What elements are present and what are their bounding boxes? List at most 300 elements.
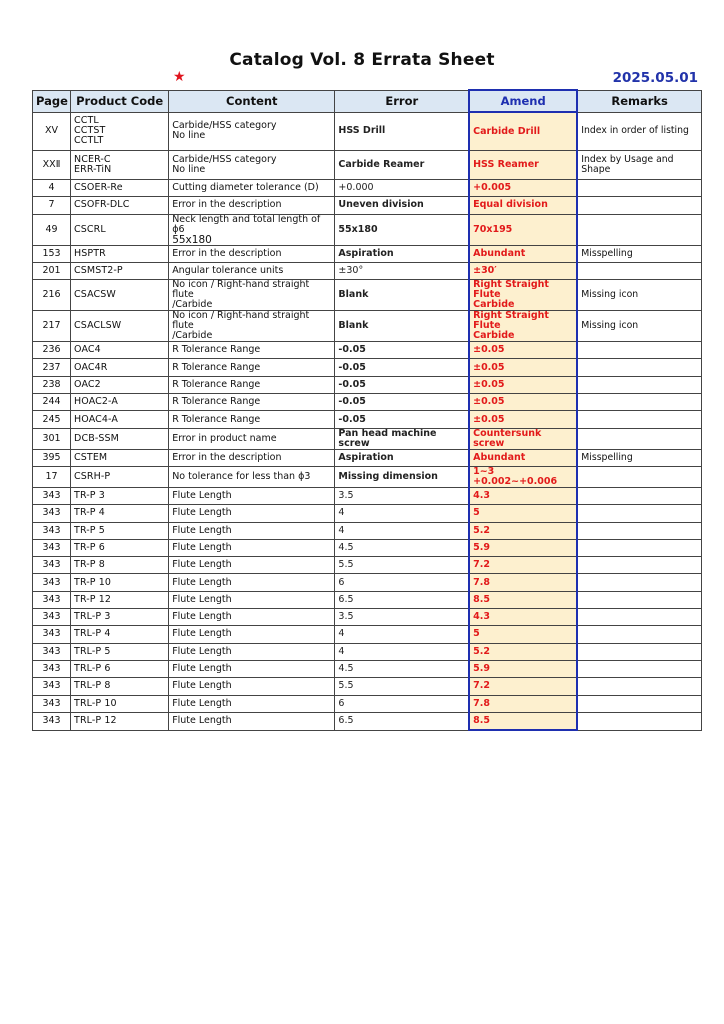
cell-product-code [71,591,169,608]
cell-product-code-line: OAC4 [74,344,101,356]
cell-error: Blank [335,280,469,311]
cell-remarks [577,112,701,151]
table-row [33,151,702,180]
cell-product-code-line: TRL-P 4 [74,628,111,640]
cell-product-code-line: TRL-P 3 [74,611,111,623]
cell-remarks [577,197,701,214]
cell-content [169,660,335,677]
cell-amend [469,197,577,214]
cell-content-line: Error in the description [172,451,282,463]
cell-product-code-line: TRL-P 12 [74,715,117,727]
cell-remarks [577,574,701,591]
cell-error: 4.5 [335,539,469,556]
cell-product-code [71,280,169,311]
cell-page: 217 [33,311,71,342]
cell-amend [469,342,577,359]
cell-content-line: No tolerance for less than ϕ3 [172,470,311,482]
cell-product-code [71,197,169,214]
cell-product-code [71,359,169,376]
cell-content-line: Flute Length [172,524,232,536]
cell-content [169,539,335,556]
cell-page: 343 [33,505,71,522]
table-row [33,394,702,411]
cell-remarks [577,591,701,608]
cell-product-code-line: CSACLSW [74,320,122,332]
cell-amend-line: Carbide Drill [473,125,541,137]
cell-product-code [71,245,169,262]
cell-content-line: Error in the description [172,247,282,259]
cell-content-line: R Tolerance Range [172,396,261,408]
cell-amend-line: ±0.05 [473,413,505,425]
cell-product-code-line: CSOFR-DLC [74,199,130,211]
cell-amend [469,449,577,466]
cell-content-line: Flute Length [172,611,232,623]
cell-amend [469,214,577,245]
cell-product-code [71,522,169,539]
cell-remarks [577,505,701,522]
table-row [33,487,702,504]
cell-product-code [71,214,169,245]
cell-amend-line: Equal division [473,199,548,211]
cell-amend-line: 7.2 [473,680,490,692]
cell-error: 3.5 [335,487,469,504]
cell-product-code-line: TRL-P 5 [74,645,111,657]
cell-content [169,359,335,376]
cell-page: 343 [33,522,71,539]
cell-product-code [71,151,169,180]
cell-amend [469,574,577,591]
cell-page: XXⅡ [33,151,71,180]
cell-page: 17 [33,466,71,487]
cell-error: 4 [335,643,469,660]
cell-amend [469,522,577,539]
table-row [33,449,702,466]
cell-content [169,712,335,730]
cell-remarks [577,643,701,660]
cell-content-line: Angular tolerance units [172,265,284,277]
table-row [33,695,702,712]
cell-error: 5.5 [335,678,469,695]
cell-error: 4.5 [335,660,469,677]
cell-error: Pan head machine screw [335,428,469,449]
cell-error: -0.05 [335,411,469,428]
cell-page: 216 [33,280,71,311]
cell-content-line: Neck length and total length of ϕ6 [172,214,321,235]
cell-amend [469,151,577,180]
cell-amend-line: Abundant [473,247,526,259]
header-content: Content [169,90,335,112]
header-remarks: Remarks [577,90,701,112]
cell-remarks [577,342,701,359]
table-row [33,411,702,428]
cell-product-code-line: DCB-SSM [74,432,119,444]
table-row [33,311,702,342]
cell-content-line: No icon / Right-hand straight flute [172,310,310,332]
cell-error: 4 [335,505,469,522]
cell-amend-line: 5.9 [473,663,490,675]
cell-page: 237 [33,359,71,376]
cell-error: Carbide Reamer [335,151,469,180]
table-row [33,643,702,660]
cell-amend-line: 7.8 [473,576,490,588]
cell-content-line: Flute Length [172,628,232,640]
cell-amend-line: 4.3 [473,611,490,623]
cell-product-code-line: CSMST2-P [74,265,123,277]
cell-remarks [577,660,701,677]
cell-content-line: No icon / Right-hand straight flute [172,279,310,301]
cell-product-code [71,609,169,626]
cell-page: 343 [33,487,71,504]
table-row [33,112,702,151]
cell-remarks-line: Index in order of listing [581,125,689,137]
page-title: Catalog Vol. 8 Errata Sheet [229,50,495,70]
cell-product-code [71,695,169,712]
cell-amend [469,660,577,677]
cell-product-code-line: CSOER-Re [74,182,123,194]
cell-amend [469,466,577,487]
cell-remarks [577,359,701,376]
cell-amend-line: Right Straight Flute [473,310,549,332]
cell-error: ±30° [335,262,469,279]
cell-amend-line: Countersunk screw [473,428,542,449]
table-row [33,428,702,449]
cell-error: 4 [335,522,469,539]
cell-amend-line: ±0.05 [473,344,505,356]
cell-content [169,376,335,393]
cell-page: 4 [33,180,71,197]
table-row [33,557,702,574]
cell-page: 49 [33,214,71,245]
cell-amend-line: 5.2 [473,524,490,536]
cell-product-code-line: CSTEM [74,451,108,463]
table-row [33,180,702,197]
cell-remarks [577,466,701,487]
errata-table [32,89,702,731]
cell-product-code-line: TR-P 4 [74,507,105,519]
table-row [33,539,702,556]
cell-product-code [71,411,169,428]
cell-product-code-line: CSCRL [74,223,106,235]
cell-content [169,112,335,151]
cell-page: XV [33,112,71,151]
cell-page: 343 [33,609,71,626]
cell-remarks [577,262,701,279]
cell-remarks [577,180,701,197]
cell-content [169,262,335,279]
table-row [33,376,702,393]
cell-amend [469,609,577,626]
cell-amend-line: ±0.05 [473,396,505,408]
cell-amend-line: ±30′ [473,265,497,277]
cell-product-code [71,505,169,522]
cell-content [169,466,335,487]
issue-date: 2025.05.01 [612,70,698,86]
cell-error: Uneven division [335,197,469,214]
cell-content-line: 55x180 [172,233,212,246]
cell-remarks [577,428,701,449]
cell-product-code [71,539,169,556]
cell-error: Aspiration [335,449,469,466]
cell-remarks [577,245,701,262]
cell-page: 343 [33,695,71,712]
table-row [33,214,702,245]
cell-page: 343 [33,643,71,660]
cell-product-code [71,394,169,411]
cell-product-code [71,626,169,643]
cell-remarks-line: Misspelling [581,247,633,259]
cell-product-code-line: NCER-C [74,154,111,165]
cell-product-code [71,262,169,279]
cell-content [169,643,335,660]
cell-product-code [71,557,169,574]
cell-content [169,411,335,428]
cell-amend [469,626,577,643]
cell-content [169,574,335,591]
cell-product-code-line: CCTST [74,125,106,137]
cell-page: 343 [33,574,71,591]
cell-page: 245 [33,411,71,428]
cell-amend-line: 70x195 [473,223,513,235]
table-body [33,112,702,730]
cell-product-code [71,449,169,466]
table-row [33,678,702,695]
cell-page: 238 [33,376,71,393]
cell-amend-line: ±0.05 [473,361,505,373]
cell-content-line: Flute Length [172,593,232,605]
cell-content [169,428,335,449]
table-row [33,359,702,376]
cell-content [169,449,335,466]
cell-amend [469,411,577,428]
cell-remarks [577,557,701,574]
cell-amend-line: 4.3 [473,490,490,502]
header-product-code: Product Code [71,90,169,112]
cell-content-line: /Carbide [172,299,213,311]
cell-error: 6 [335,574,469,591]
cell-content-line: Cutting diameter tolerance (D) [172,182,319,194]
cell-product-code [71,376,169,393]
cell-remarks [577,539,701,556]
cell-product-code [71,660,169,677]
cell-error: Aspiration [335,245,469,262]
cell-page: 244 [33,394,71,411]
cell-product-code-line: TRL-P 8 [74,680,111,692]
cell-product-code [71,311,169,342]
cell-content-line: R Tolerance Range [172,378,261,390]
header-amend: Amend [469,90,577,112]
cell-product-code-line: CCTL [74,115,99,127]
cell-error: 6.5 [335,712,469,730]
cell-amend-line: 5 [473,628,480,640]
cell-page: 343 [33,660,71,677]
cell-amend [469,280,577,311]
cell-page: 343 [33,539,71,556]
cell-product-code [71,712,169,730]
cell-product-code [71,428,169,449]
cell-remarks [577,394,701,411]
cell-content [169,197,335,214]
cell-amend-line: Carbide [473,299,515,311]
table-header-row [33,90,702,112]
cell-error: -0.05 [335,394,469,411]
cell-error: 4 [335,626,469,643]
cell-amend-line: +0.005 [473,182,512,194]
cell-content-line: Flute Length [172,680,232,692]
cell-amend-line: 8.5 [473,593,490,605]
cell-content [169,394,335,411]
cell-page: 343 [33,591,71,608]
cell-product-code-line: HOAC4-A [74,413,118,425]
cell-amend [469,591,577,608]
cell-remarks-line: Shape [581,164,611,175]
cell-amend [469,557,577,574]
cell-amend [469,539,577,556]
cell-amend [469,262,577,279]
cell-content [169,505,335,522]
cell-product-code-line: HOAC2-A [74,396,118,408]
cell-product-code [71,487,169,504]
table-row [33,609,702,626]
cell-amend-line: ±0.05 [473,378,505,390]
cell-remarks [577,609,701,626]
cell-content [169,311,335,342]
cell-content-line: Carbide/HSS category [172,120,277,132]
cell-amend [469,505,577,522]
cell-content [169,151,335,180]
cell-content-line: Error in the description [172,199,282,211]
cell-content [169,342,335,359]
cell-page: 343 [33,557,71,574]
cell-page: 395 [33,449,71,466]
cell-content [169,678,335,695]
cell-amend [469,245,577,262]
cell-amend-line: +0.002~+0.006 [473,475,558,487]
cell-remarks-line: Missing icon [581,289,639,301]
cell-page: 153 [33,245,71,262]
cell-remarks [577,214,701,245]
table-row [33,522,702,539]
cell-content-line: R Tolerance Range [172,344,261,356]
cell-content [169,609,335,626]
cell-remarks [577,280,701,311]
header-error: Error [335,90,469,112]
table-row [33,574,702,591]
cell-remarks [577,411,701,428]
cell-page: 301 [33,428,71,449]
cell-content [169,280,335,311]
cell-remarks-line: Missing icon [581,320,639,332]
cell-product-code [71,466,169,487]
cell-remarks [577,712,701,730]
cell-amend-line: Abundant [473,451,526,463]
cell-content [169,245,335,262]
cell-amend [469,643,577,660]
cell-amend [469,311,577,342]
cell-remarks [577,376,701,393]
table-row [33,245,702,262]
cell-content-line: Flute Length [172,697,232,709]
cell-content-line: No line [172,130,206,142]
table-row [33,280,702,311]
cell-error: -0.05 [335,342,469,359]
cell-content-line: Flute Length [172,715,232,727]
cell-content [169,214,335,245]
cell-error: -0.05 [335,376,469,393]
cell-amend [469,180,577,197]
cell-error: 6 [335,695,469,712]
cell-amend [469,394,577,411]
cell-content-line: /Carbide [172,330,213,342]
cell-product-code-line: CSACSW [74,289,116,301]
cell-amend-line: 7.2 [473,559,490,571]
cell-content [169,180,335,197]
cell-page: 7 [33,197,71,214]
cell-error: Blank [335,311,469,342]
cell-remarks [577,311,701,342]
cell-page: 343 [33,712,71,730]
cell-amend [469,695,577,712]
cell-remarks-line: Misspelling [581,451,633,463]
cell-amend-line: 5.9 [473,542,490,553]
cell-product-code-line: TR-P 6 [74,542,105,553]
cell-product-code-line: OAC2 [74,378,101,390]
cell-content [169,695,335,712]
cell-remarks [577,151,701,180]
cell-error: 5.5 [335,557,469,574]
cell-content-line: Flute Length [172,559,232,571]
cell-amend [469,712,577,730]
table-row [33,591,702,608]
cell-product-code [71,643,169,660]
cell-remarks [577,522,701,539]
table-row [33,466,702,487]
cell-page: 343 [33,626,71,643]
cell-content [169,522,335,539]
table-row [33,342,702,359]
cell-product-code [71,678,169,695]
cell-error: -0.05 [335,359,469,376]
cell-product-code [71,574,169,591]
cell-content [169,557,335,574]
table-row [33,660,702,677]
cell-amend-line: Carbide [473,330,515,342]
cell-content-line: No line [172,164,206,175]
table-row [33,626,702,643]
cell-content [169,591,335,608]
cell-amend [469,359,577,376]
cell-content-line: Error in product name [172,432,277,444]
cell-amend [469,678,577,695]
cell-product-code [71,180,169,197]
header-page: Page [33,90,71,112]
cell-amend-line: 8.5 [473,714,490,726]
cell-product-code-line: TRL-P 6 [74,663,111,675]
cell-remarks-line: Index by Usage and [581,154,674,165]
cell-remarks [577,449,701,466]
cell-product-code-line: OAC4R [74,361,108,373]
cell-content [169,487,335,504]
cell-amend [469,428,577,449]
cell-error: 3.5 [335,609,469,626]
cell-remarks [577,678,701,695]
cell-remarks [577,487,701,504]
cell-content-line: Flute Length [172,645,232,657]
cell-product-code-line: CSRH-P [74,470,111,482]
cell-error: Missing dimension [335,466,469,487]
cell-content-line: Flute Length [172,576,232,588]
cell-product-code-line: HSPTR [74,247,106,259]
cell-amend [469,376,577,393]
